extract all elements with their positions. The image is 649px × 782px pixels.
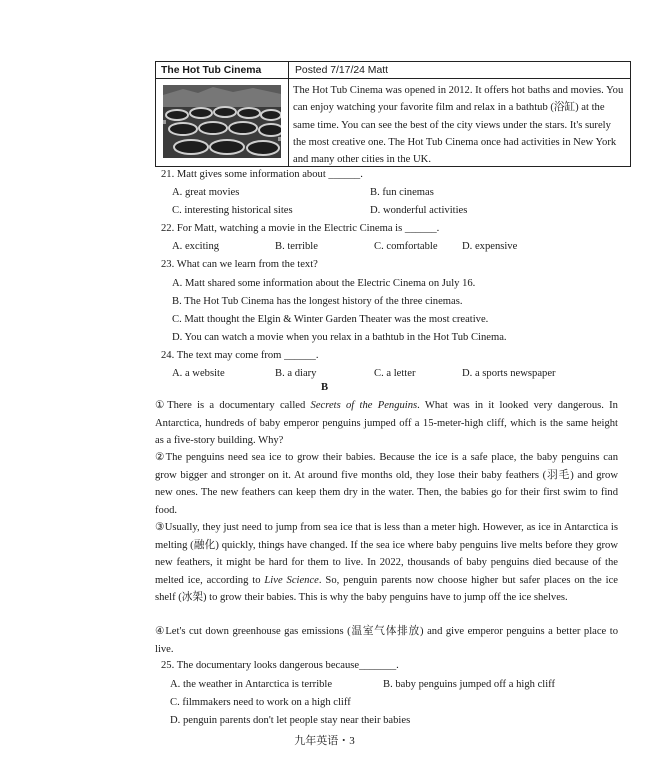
section-b-heading: B <box>320 382 329 393</box>
q22-option-a[interactable]: A. exciting <box>172 241 220 252</box>
hot-tub-image <box>163 85 281 158</box>
p3-pre: ③Usually, they just need to jump from sea ice that is less than a meter high. However, as ice in Antarctica is melting (融化) quickly, things have changed. If the sea ice where baby penguins live melts before they grow new feathers, it might be hard for them to live. In 2022, thousands of baby penguins died because of the melted ice, according to <box>155 522 618 586</box>
p1-post: . What was in it looked very dangerous. In Antarctica, hundreds of baby emperor penguins jumped off a 15-meter-high cliff, which is the same height as a five-story building. Why? <box>155 400 618 446</box>
q25-option-a[interactable]: A. the weather in Antarctica is terrible <box>170 679 333 690</box>
q21-option-d[interactable]: D. wonderful activities <box>370 205 468 216</box>
q24-stem: 24. The text may come from ______. <box>161 350 319 361</box>
q22-option-c[interactable]: C. comfortable <box>374 241 438 252</box>
q25-option-b[interactable]: B. baby penguins jumped off a high cliff <box>383 679 556 690</box>
q21-option-b[interactable]: B. fun cinemas <box>370 187 434 198</box>
passage-paragraph-4: ④Let's cut down greenhouse gas emissions (温室气体排放) and give emperor penguins a better place to live. <box>155 626 618 655</box>
table-left-column <box>156 62 289 166</box>
page-footer: 九年英语・3 <box>294 735 355 747</box>
cinema-table <box>155 61 631 167</box>
q22-option-d[interactable]: D. expensive <box>462 241 518 252</box>
q24-option-a[interactable]: A. a website <box>172 368 225 379</box>
q23-option-d[interactable]: D. You can watch a movie when you relax in a bathtub in the Hot Tub Cinema. <box>172 332 507 343</box>
passage-paragraph-3 <box>155 519 618 607</box>
q21-stem: 21. Matt gives some information about ______. <box>161 169 363 180</box>
documentary-title: Secrets of the Penguins <box>310 400 418 411</box>
q23-option-c[interactable]: C. Matt thought the Elgin & Winter Garden Theater was the most creative. <box>172 314 489 325</box>
q23-option-b[interactable]: B. The Hot Tub Cinema has the longest history of the three cinemas. <box>172 296 463 307</box>
table-header-left: The Hot Tub Cinema <box>156 62 288 79</box>
q21-option-a[interactable]: A. great movies <box>172 187 240 198</box>
q22-stem: 22. For Matt, watching a movie in the Electric Cinema is ______. <box>161 223 440 234</box>
table-header-right: Posted 7/17/24 Matt <box>289 62 630 79</box>
q24-option-b[interactable]: B. a diary <box>275 368 317 379</box>
table-right-column <box>289 62 630 166</box>
table-body-text: The Hot Tub Cinema was opened in 2012. It offers hot baths and movies. You can enjoy watching your favorite film and relax in a bathtub (浴缸) at the same time. You can see the best of the city views under the stars. It's surely the most creative one. The Hot Tub Cinema once had activities in New York and many other cities in the UK. <box>293 85 624 166</box>
q21-option-c[interactable]: C. interesting historical sites <box>172 205 293 216</box>
passage-paragraph-1 <box>155 397 618 450</box>
q23-stem: 23. What can we learn from the text? <box>161 259 318 270</box>
q22-option-b[interactable]: B. terrible <box>275 241 318 252</box>
q24-option-d[interactable]: D. a sports newspaper <box>462 368 556 379</box>
q25-stem: 25. The documentary looks dangerous because_______. <box>161 660 399 671</box>
q24-option-c[interactable]: C. a letter <box>374 368 416 379</box>
q25-option-c[interactable]: C. filmmakers need to work on a high cliff <box>170 697 351 708</box>
p1-pre: ①There is a documentary called <box>155 400 311 411</box>
q23-option-a[interactable]: A. Matt shared some information about the Electric Cinema on July 16. <box>172 278 476 289</box>
p3-post: . So, penguin parents now choose higher but safer places on the ice shelf (冰架) to grow their babies. This is why the baby penguins have to jump off the ice shelves. <box>155 574 618 603</box>
hot-tub-photo <box>163 85 282 158</box>
source-title: Live Science <box>264 574 319 586</box>
q25-option-d[interactable]: D. penguin parents don't let people stay near their babies <box>170 715 411 726</box>
passage-paragraph-2: ②The penguins need sea ice to grow their babies. Because the ice is a safe place, the baby penguins can grow bigger and stronger on it. At around five months old, they lose their baby feathers (羽毛) and grow new ones. The new feathers can keep them dry in the water. Then, the babies go for their first swim to find food. <box>155 452 618 516</box>
